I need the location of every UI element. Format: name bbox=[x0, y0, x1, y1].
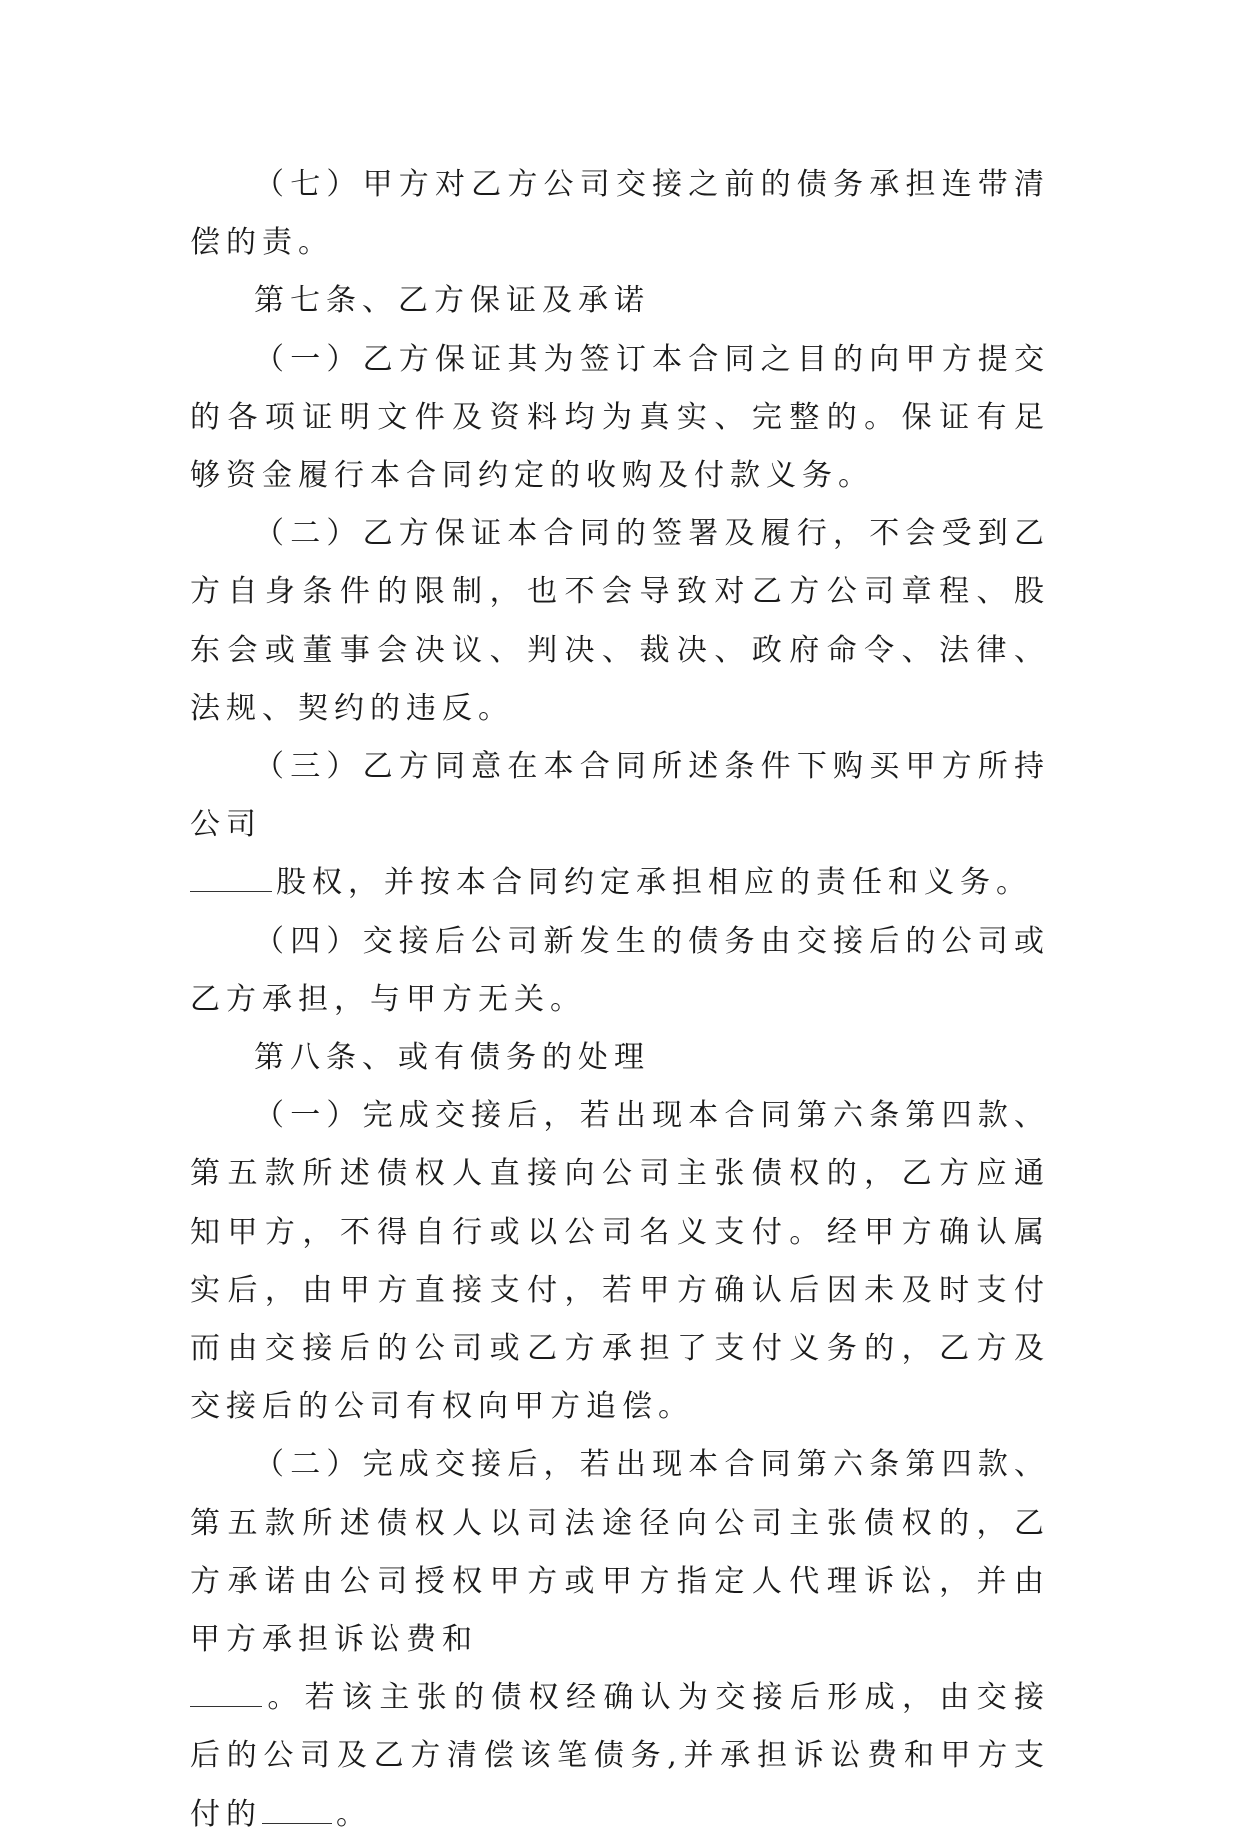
article-7-heading: 第七条、乙方保证及承诺 bbox=[254, 283, 650, 319]
clause-7-item-1: （一）乙方保证其为签订本合同之目的向甲方提交的各项证明文件及资料均为真实、完整的。保证有足够资金履行本合同约定的收购及付款义务。 bbox=[190, 341, 1050, 494]
blank-underline bbox=[190, 1676, 262, 1707]
blank-underline bbox=[190, 861, 272, 892]
clause-7-item-4: （四）交接后公司新发生的债务由交接后的公司或乙方承担，与甲方无关。 bbox=[190, 923, 1050, 1017]
clause-8-item-2-part2: 。若该主张的债权经确认为交接后形成，由交接后的公司及乙方清偿该笔债务,并承担诉讼费和甲方支付的 bbox=[190, 1680, 1050, 1832]
clause-7-item-7: （七）甲方对乙方公司交接之前的债务承担连带清偿的责。 bbox=[190, 167, 1050, 261]
clause-7-item-3-line2: 股权，并按本合同约定承担相应的责任和义务。 bbox=[276, 865, 1032, 901]
article-8-heading: 第八条、或有债务的处理 bbox=[254, 1040, 650, 1076]
blank-underline bbox=[262, 1793, 332, 1824]
document-body bbox=[190, 156, 1050, 1844]
clause-8-item-2 bbox=[190, 1436, 1050, 1843]
clause-7-item-3-line1: （三）乙方同意在本合同所述条件下购买甲方所持公司 bbox=[190, 749, 1050, 843]
clause-8-item-2-part1: （二）完成交接后，若出现本合同第六条第四款、第五款所述债权人以司法途径向公司主张债权的，乙方承诺由公司授权甲方或甲方指定人代理诉讼，并由甲方承担诉讼费和 bbox=[190, 1447, 1050, 1658]
clause-8-item-2-part3: 。 bbox=[336, 1796, 372, 1832]
clause-7-item-3 bbox=[190, 738, 1050, 913]
clause-7-item-2: （二）乙方保证本合同的签署及履行，不会受到乙方自身条件的限制，也不会导致对乙方公司章程、股东会或董事会决议、判决、裁决、政府命令、法律、法规、契约的违反。 bbox=[190, 516, 1050, 726]
clause-8-item-1: （一）完成交接后，若出现本合同第六条第四款、第五款所述债权人直接向公司主张债权的，乙方应通知甲方，不得自行或以公司名义支付。经甲方确认属实后，由甲方直接支付，若甲方确认后因未及时支付而由交接后的公司或乙方承担了支付义务的，乙方及交接后的公司有权向甲方追偿。 bbox=[190, 1098, 1050, 1425]
